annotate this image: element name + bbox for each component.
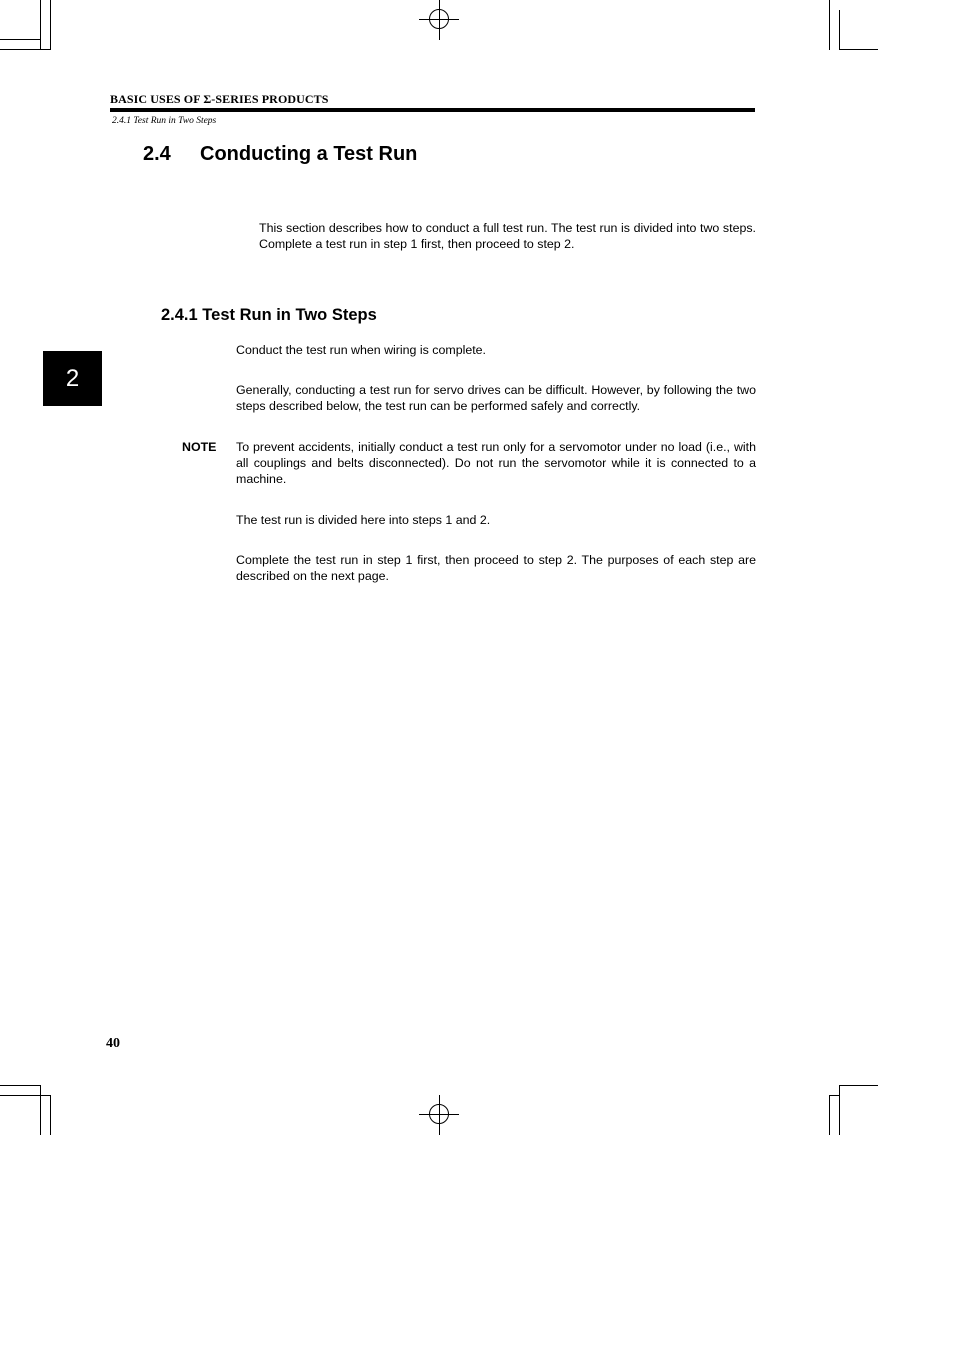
header-rule <box>110 108 755 112</box>
registration-mark-icon <box>429 1104 449 1124</box>
note-paragraph: To prevent accidents, initially conduct a test run only for a servomotor under no load (i.e., with all couplings and belts disconnected). Do not run the servomotor while it is connected to a machine. <box>236 440 756 486</box>
registration-mark-icon <box>429 9 449 29</box>
paragraph: Complete the test run in step 1 first, then proceed to step 2. The purposes of each step are described on the next page. <box>236 553 756 583</box>
chapter-tab: 2 <box>43 351 102 406</box>
paragraph: Conduct the test run when wiring is complete. <box>236 343 487 357</box>
paragraph: The test run is divided here into steps 1 and 2. <box>236 513 491 527</box>
section-heading <box>143 143 417 166</box>
section-number: 2.4 <box>143 143 171 165</box>
section-reference: 2.4.1 Test Run in Two Steps <box>112 116 217 126</box>
subsection-heading: 2.4.1 Test Run in Two Steps <box>161 306 377 324</box>
note-label: NOTE <box>182 440 217 454</box>
page-number: 40 <box>106 1036 120 1051</box>
section-title: Conducting a Test Run <box>200 143 418 165</box>
section-intro: This section describes how to conduct a full test run. The test run is divided into two steps. Complete a test run in step 1 first, then proceed to step 2. <box>259 221 756 251</box>
running-title: BASIC USES OF Σ-SERIES PRODUCTS <box>110 92 329 106</box>
paragraph: Generally, conducting a test run for servo drives can be difficult. However, by following the two steps described below, the test run can be performed safely and correctly. <box>236 383 756 413</box>
